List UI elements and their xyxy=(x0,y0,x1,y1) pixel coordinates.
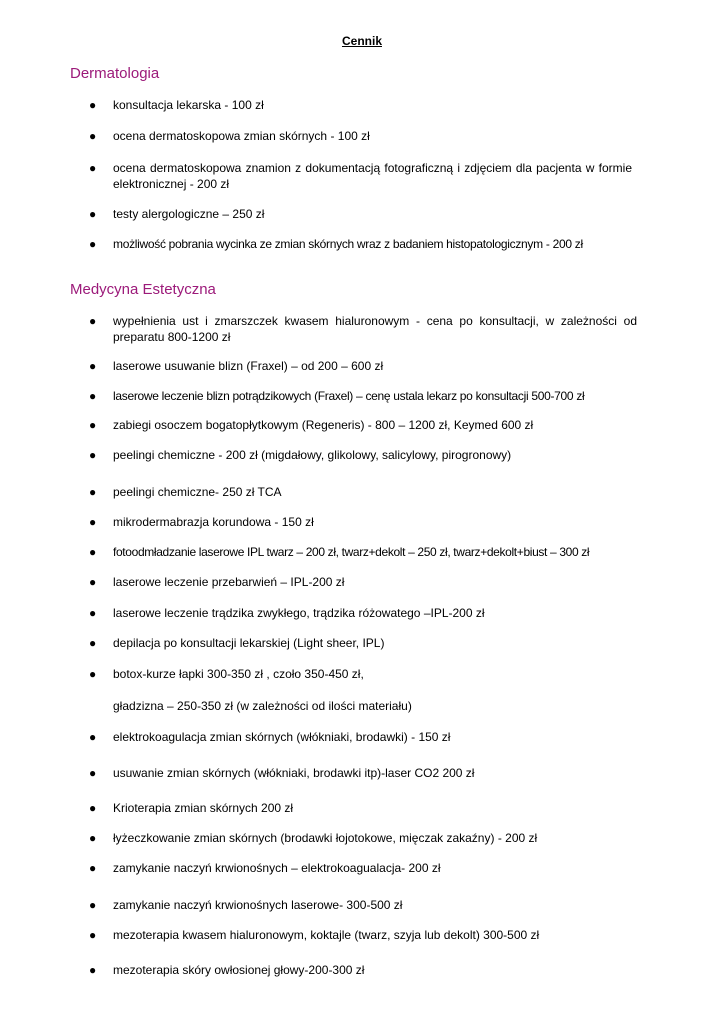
bullet: ● xyxy=(89,963,97,977)
section-heading-dermatologia: Dermatologia xyxy=(70,65,160,82)
bullet: ● xyxy=(89,831,97,845)
bullet: ● xyxy=(89,861,97,875)
list-item: laserowe usuwanie blizn (Fraxel) – od 200 – 600 zł xyxy=(113,359,384,373)
bullet: ● xyxy=(89,667,97,681)
list-item: wypełnienia ust i zmarszczek kwasem hialuronowym - cena po konsultacji, w zależności od preparatu 800-1200 zł xyxy=(113,314,637,344)
section-heading-medycyna-estetyczna: Medycyna Estetyczna xyxy=(70,281,216,298)
list-item: ocena dermatoskopowa zmian skórnych - 100 zł xyxy=(113,129,370,143)
list-item: laserowe leczenie trądzika zwykłego, trądzika różowatego –IPL-200 zł xyxy=(113,606,485,620)
list-item: usuwanie zmian skórnych (włókniaki, brodawki itp)-laser CO2 200 zł xyxy=(113,766,475,780)
list-item: Krioterapia zmian skórnych 200 zł xyxy=(113,801,294,815)
list-item: testy alergologiczne – 250 zł xyxy=(113,207,265,221)
bullet: ● xyxy=(89,359,97,373)
bullet: ● xyxy=(89,485,97,499)
list-item: mikrodermabrazja korundowa - 150 zł xyxy=(113,515,314,529)
bullet: ● xyxy=(89,730,97,744)
bullet: ● xyxy=(89,575,97,589)
bullet: ● xyxy=(89,418,97,432)
list-item: zamykanie naczyń krwionośnych laserowe- 300-500 zł xyxy=(113,898,403,912)
bullet: ● xyxy=(89,766,97,780)
list-item: zabiegi osoczem bogatopłytkowym (Regeneris) - 800 – 1200 zł, Keymed 600 zł xyxy=(113,418,534,432)
bullet: ● xyxy=(89,898,97,912)
bullet: ● xyxy=(89,129,97,143)
bullet: ● xyxy=(89,801,97,815)
bullet: ● xyxy=(89,389,97,403)
bullet: ● xyxy=(89,636,97,650)
bullet: ● xyxy=(89,161,97,175)
list-item: możliwość pobrania wycinka ze zmian skórnych wraz z badaniem histopatologicznym - 200 zł xyxy=(113,237,583,251)
list-item: peelingi chemiczne- 250 zł TCA xyxy=(113,485,282,499)
list-item: botox-kurze łapki 300-350 zł , czoło 350-450 zł, xyxy=(113,667,364,681)
list-item: ocena dermatoskopowa znamion z dokumentacją fotograficzną i zdjęciem dla pacjenta w formie elektronicznej - 200 zł xyxy=(113,161,632,191)
list-item: zamykanie naczyń krwionośnych – elektrokoagualacja- 200 zł xyxy=(113,861,441,875)
list-item: depilacja po konsultacji lekarskiej (Light sheer, IPL) xyxy=(113,636,385,650)
list-item: peelingi chemiczne - 200 zł (migdałowy, glikolowy, salicylowy, pirogronowy) xyxy=(113,448,512,462)
bullet: ● xyxy=(89,237,97,251)
bullet: ● xyxy=(89,448,97,462)
bullet: ● xyxy=(89,545,97,559)
list-item-continuation: gładzizna – 250-350 zł (w zależności od ilości materiału) xyxy=(113,699,412,713)
page-title: Cennik xyxy=(341,34,382,48)
bullet: ● xyxy=(89,98,97,112)
bullet: ● xyxy=(89,515,97,529)
bullet: ● xyxy=(89,314,97,328)
bullet: ● xyxy=(89,606,97,620)
list-item: mezoterapia skóry owłosionej głowy-200-300 zł xyxy=(113,963,365,977)
bullet: ● xyxy=(89,928,97,942)
bullet: ● xyxy=(89,207,97,221)
list-item: laserowe leczenie przebarwień – IPL-200 zł xyxy=(113,575,345,589)
list-item: konsultacja lekarska - 100 zł xyxy=(113,98,264,112)
list-item: mezoterapia kwasem hialuronowym, koktajle (twarz, szyja lub dekolt) 300-500 zł xyxy=(113,928,540,942)
list-item: fotoodmładzanie laserowe IPL twarz – 200 zł, twarz+dekolt – 250 zł, twarz+dekolt+biust – 300 zł xyxy=(113,545,590,559)
list-item: elektrokoagulacja zmian skórnych (włókniaki, brodawki) - 150 zł xyxy=(113,730,451,744)
list-item: laserowe leczenie blizn potrądzikowych (Fraxel) – cenę ustala lekarz po konsultacji 500-700 zł xyxy=(113,389,585,403)
list-item: łyżeczkowanie zmian skórnych (brodawki łojotokowe, mięczak zakaźny) - 200 zł xyxy=(113,831,538,845)
